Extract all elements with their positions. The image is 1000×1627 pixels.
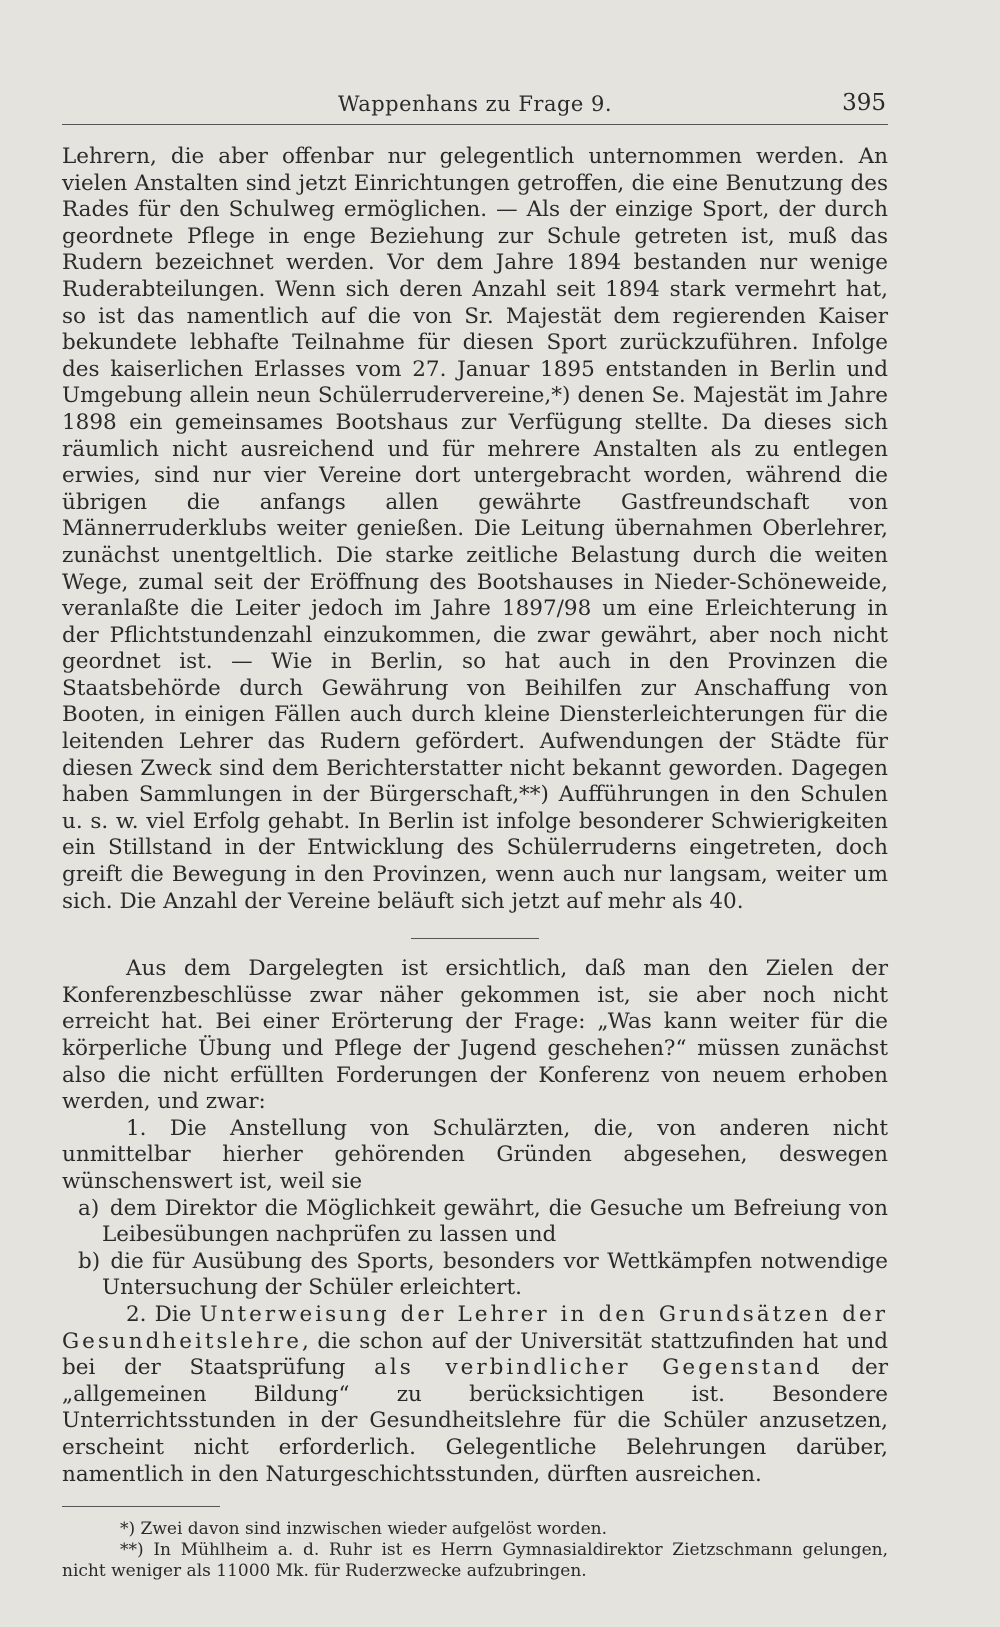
- point-2-health-education: [62, 1302, 888, 1488]
- paragraph-rowing: Lehrern, die aber offenbar nur gelegentlich unternommen werden. An vielen Anstalten sind jetzt Einrichtungen getroffen, die eine Benutzung des Rades für den Schulweg ermöglichen. — Als der einzige Sport, der durch geordnete Pflege in enge Beziehung zur Schule getreten ist, muß das Rudern bezeichnet werden. Vor dem Jahre 1894 bestanden nur wenige Ruderabteilungen. Wenn sich deren Anzahl seit 1894 stark vermehrt hat, so ist das namentlich auf die von Sr. Majestät dem regierenden Kaiser bekundete lebhafte Teilnahme für diesen Sport zurückzuführen. Infolge des kaiserlichen Erlasses vom 27. Januar 1895 entstanden in Berlin und Umgebung allein neun Schülerrudervereine,*) denen Se. Majestät im Jahre 1898 ein gemeinsames Bootshaus zur Verfügung stellte. Da dieses sich räumlich nicht ausreichend und für mehrere Anstalten als zu entlegen erwies, sind nur vier Vereine dort untergebracht worden, während die übrigen die anfangs allen gewährte Gastfreundschaft von Männerruderklubs weiter genießen. Die Leitung übernahmen Oberlehrer, zunächst unentgeltlich. Die starke zeitliche Belastung durch die weiten Wege, zumal seit der Eröffnung des Bootshauses in Nieder-Schöneweide, veranlaßte die Leiter jedoch im Jahre 1897/98 um eine Erleichterung in der Pflichtstundenzahl einzukommen, die zwar gewährt, aber noch nicht geordnet ist. — Wie in Berlin, so hat auch in den Provinzen die Staatsbehörde durch Gewährung von Beihilfen zur Anschaffung von Booten, in einigen Fällen auch durch kleine Diensterleichterungen für die leitenden Lehrer das Rudern gefördert. Aufwendungen der Städte für diesen Zweck sind dem Berichterstatter nicht bekannt geworden. Dagegen haben Sammlungen in der Bürgerschaft,**) Aufführungen in den Schulen u. s. w. viel Erfolg gehabt. In Berlin ist infolge besonderer Schwierigkeiten ein Stillstand in der Entwicklung des Schülerruderns eingetreten, doch greift die Bewegung in den Provinzen, wenn auch nur langsam, weiter um sich. Die Anzahl der Vereine beläuft sich jetzt auf mehr als 40.: [62, 144, 888, 914]
- page-number: 395: [842, 90, 886, 116]
- sub-item-a: [62, 1196, 888, 1249]
- section-divider: [411, 938, 539, 939]
- point-2-rest: der „allgemeinen Bildung“ zu berücksichtigen ist. Besondere Unterrichtsstunden in der Gesundheitslehre für die Schüler anzusetzen, erscheint nicht erforderlich. Gelegentliche Belehrungen darüber, namentlich in den Naturgeschichtsstunden, dürften ausreichen.: [62, 1355, 888, 1487]
- sub-item-b-label: b): [78, 1248, 101, 1274]
- point-2-lead: 2. Die: [126, 1301, 192, 1327]
- footnote-rule: [62, 1506, 220, 1507]
- sub-item-a-text: dem Direktor die Möglichkeit gewährt, die Gesuche um Befreiung von Leibesübungen nachprüfen zu lassen und: [102, 1195, 888, 1248]
- point-2-spaced-phrase-1: Unterweisung der Lehrer in den Grundsätzen der Gesundheitslehre: [62, 1301, 888, 1354]
- footnote-1: *) Zwei davon sind inzwischen wieder aufgelöst worden.: [120, 1519, 608, 1540]
- paragraph-conclusion: Aus dem Dargelegten ist ersichtlich, daß man den Zielen der Konferenzbeschlüsse zwar näher gekommen ist, sie aber noch nicht erreicht hat. Bei einer Erörterung der Frage: „Was kann weiter für die körperliche Übung und Pflege der Jugend geschehen?“ müssen zunächst also die nicht erfüllten Forderungen der Konferenz von neuem erhoben werden, und zwar:: [62, 956, 888, 1115]
- sub-item-b-text: die für Ausübung des Sports, besonders vor Wettkämpfen notwendige Untersuchung der Schüler erleichtert.: [102, 1248, 888, 1301]
- body-text: [62, 144, 888, 1582]
- sub-item-b: [62, 1249, 888, 1302]
- point-1-school-doctors: 1. Die Anstellung von Schulärzten, die, von anderen nicht unmittelbar hierher gehörenden Gründen abgesehen, deswegen wünschenswert ist, weil sie: [62, 1115, 888, 1194]
- sub-item-a-label: a): [78, 1195, 100, 1221]
- header-title: Wappenhans zu Frage 9.: [337, 92, 613, 116]
- running-header: [62, 88, 888, 125]
- footnote-2: **) In Mühlheim a. d. Ruhr ist es Herrn Gymnasialdirektor Zietzschmann gelungen, nicht weniger als 11000 Mk. für Ruderzwecke aufzubringen.: [62, 1540, 888, 1582]
- point-2-middle: , die schon auf der Universität stattzufinden hat und bei der Staatsprüfung: [62, 1328, 888, 1381]
- point-2-spaced-phrase-2: als verbindlicher Gegenstand: [374, 1355, 823, 1381]
